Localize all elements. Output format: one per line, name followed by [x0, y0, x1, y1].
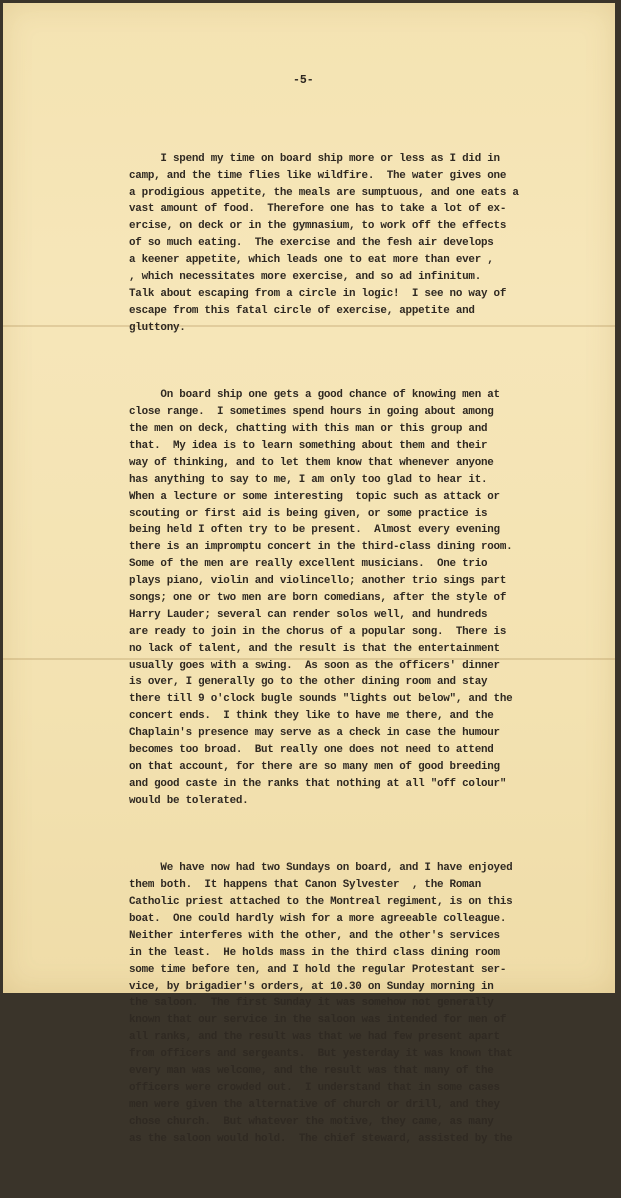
text-line: We have now had two Sundays on board, and I have enjoyed — [129, 862, 513, 875]
text-line: all ranks, and the result was that we had few present apart — [129, 1031, 500, 1044]
body-text — [129, 117, 569, 1198]
text-line: scouting or first aid is being given, or some practice is — [129, 507, 488, 520]
text-line: and good caste in the ranks that nothing at all "off colour" — [129, 777, 507, 790]
text-line: vast amount of food. Therefore one has to take a lot of ex- — [129, 203, 507, 216]
text-line: plays piano, violin and violincello; another trio sings part — [129, 575, 507, 588]
text-line: there is an impromptu concert in the third-class dining room. — [129, 541, 513, 554]
text-line: songs; one or two men are born comedians, after the style of — [129, 592, 507, 604]
text-line: is over, I generally go to the other dining room and stay — [129, 676, 488, 689]
text-line: camp, and the time flies like wildfire. The water gives one — [129, 169, 507, 182]
text-line: boat. One could hardly wish for a more agreeable colleague. — [129, 912, 507, 925]
paragraph-3 — [129, 860, 569, 1147]
text-line: a keener appetite, which leads one to eat more than ever , — [129, 254, 494, 267]
text-line: them both. It happens that Canon Sylvester , the Roman — [129, 879, 481, 892]
text-line: on that account, for there are so many men of good breeding — [129, 760, 500, 773]
text-line: a prodigious appetite, the meals are sumptuous, and one eats a — [129, 186, 519, 199]
text-line: from officers and sergeants. But yesterday it was known that — [129, 1048, 513, 1061]
text-line: in the least. He holds mass in the third class dining room — [129, 946, 500, 959]
text-line: has anything to say to me, I am only too glad to hear it. — [129, 473, 488, 486]
text-line: Talk about escaping from a circle in logic! I see no way of — [129, 287, 507, 300]
document-page — [3, 3, 615, 1145]
text-line: being held I often try to be present. Almost every evening — [129, 524, 500, 537]
text-line: some time before ten, and I hold the regular Protestant ser- — [129, 963, 507, 976]
text-line: escape from this fatal circle of exercise, appetite and — [129, 304, 475, 317]
text-line: When a lecture or some interesting topic such as attack or — [129, 490, 500, 503]
text-line: gluttony. — [129, 321, 186, 334]
text-line: officers were crowded out. I understand that in some cases — [129, 1081, 500, 1094]
text-line: , which necessitates more exercise, and so ad infinitum. — [129, 271, 481, 284]
page-number: -5- — [293, 74, 314, 87]
text-line: Neither interferes with the other, and the other's services — [129, 929, 500, 942]
text-line: known that our service in the saloon was intended for men of — [129, 1014, 507, 1027]
text-line: concert ends. I think they like to have me there, and the — [129, 710, 494, 723]
text-line: every man was welcome, and the result was that many of the — [129, 1064, 494, 1077]
text-line: way of thinking, and to let them know that whenever anyone — [129, 456, 494, 469]
text-line: there till 9 o'clock bugle sounds "lights out below", and the — [129, 693, 513, 706]
text-line: vice, by brigadier's orders, at 10.30 on Sunday morning in — [129, 980, 494, 993]
text-line: On board ship one gets a good chance of knowing men at — [129, 389, 500, 402]
text-line: men were given the alternative of church or drill, and they — [129, 1098, 500, 1111]
text-line: usually goes with a swing. As soon as the officers' dinner — [129, 659, 500, 672]
text-line: chose church. But whatever the motive, they came, as many — [129, 1115, 494, 1128]
text-line: ercise, on deck or in the gymnasium, to work off the effects — [129, 220, 507, 233]
paragraph-2 — [129, 387, 569, 809]
text-line: close range. I sometimes spend hours in going about among — [129, 406, 494, 419]
text-line: would be tolerated. — [129, 794, 249, 807]
text-line: of so much eating. The exercise and the fesh air develops — [129, 237, 494, 250]
text-line: Chaplain's presence may serve as a check in case the humour — [129, 727, 500, 740]
text-line: no lack of talent, and the result is that the entertainment — [129, 642, 500, 655]
text-line: I spend my time on board ship more or less as I did in — [129, 152, 500, 165]
paragraph-1 — [129, 151, 569, 337]
text-line: Catholic priest attached to the Montreal regiment, is on this — [129, 896, 513, 909]
text-line: are ready to join in the chorus of a popular song. There is — [129, 625, 507, 638]
text-line: the saloon. The first Sunday it was somehow not generally — [129, 997, 494, 1010]
text-line: becomes too broad. But really one does not need to attend — [129, 744, 494, 757]
text-line: that. My idea is to learn something about them and their — [129, 439, 488, 452]
text-line: the men on deck, chatting with this man or this group and — [129, 423, 488, 436]
text-line: Some of the men are really excellent musicians. One trio — [129, 558, 488, 571]
text-line: as the saloon would hold. The chief steward, assisted by the — [129, 1132, 513, 1145]
text-line: Harry Lauder; several can render solos well, and hundreds — [129, 608, 488, 621]
